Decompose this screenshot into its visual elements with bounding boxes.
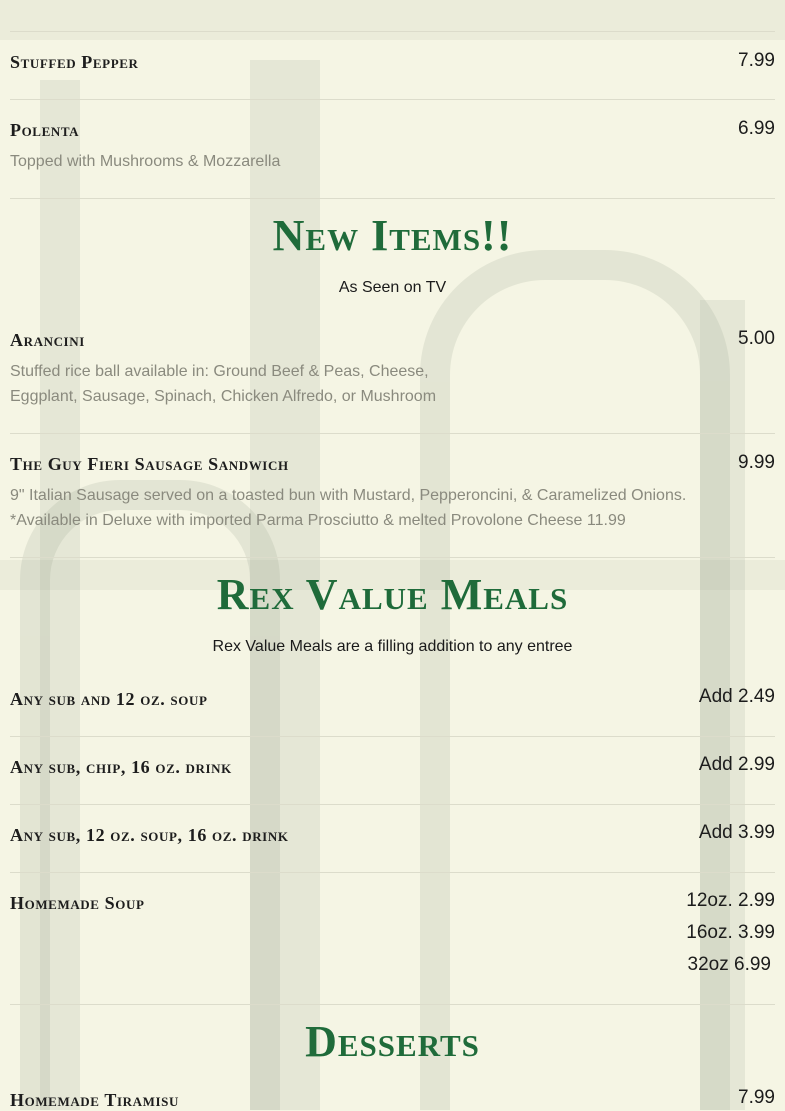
menu-item — [10, 328, 775, 413]
menu-item — [10, 822, 775, 852]
item-name: Homemade Tiramisu — [10, 1090, 179, 1110]
item-description: *Available in Deluxe with imported Parma Prosciutto & melted Provolone Cheese 11.99 — [10, 512, 626, 529]
item-name: Polenta — [10, 120, 80, 140]
menu-item — [10, 452, 775, 537]
menu-item-soup — [10, 890, 775, 985]
menu-item — [10, 50, 775, 80]
item-name: Any sub, chip, 16 oz. drink — [10, 757, 232, 777]
item-price: Add 2.99 — [698, 754, 775, 775]
item-description: Eggplant, Sausage, Spinach, Chicken Alfredo, or Mushroom — [10, 388, 437, 405]
item-name: Any sub, 12 oz. soup, 16 oz. drink — [10, 825, 289, 845]
item-price: 12oz. 2.99 — [686, 890, 775, 911]
section-heading: Desserts — [305, 1017, 480, 1066]
item-name: Arancini — [10, 330, 85, 350]
item-price: 9.99 — [738, 452, 775, 473]
item-description: Stuffed rice ball available in: Ground Beef & Peas, Cheese, — [10, 363, 429, 380]
item-price: 7.99 — [738, 50, 775, 71]
item-price: Add 3.99 — [698, 822, 775, 843]
section-heading: New Items!! — [272, 211, 513, 260]
item-price: 7.99 — [738, 1087, 775, 1108]
item-price: 5.00 — [738, 328, 775, 349]
menu-item — [10, 686, 775, 716]
menu-item — [10, 118, 775, 178]
item-name: The Guy Fieri Sausage Sandwich — [10, 454, 289, 474]
divider — [10, 1004, 775, 1005]
divider — [10, 557, 775, 558]
section-subtitle: Rex Value Meals are a filling addition to any entree — [212, 638, 573, 655]
item-description: 9" Italian Sausage served on a toasted bun with Mustard, Pepperoncini, & Caramelized Onions. — [10, 487, 687, 504]
item-name: Any sub and 12 oz. soup — [10, 689, 208, 709]
item-name: Homemade Soup — [10, 893, 145, 913]
divider — [10, 198, 775, 199]
item-description: Topped with Mushrooms & Mozzarella — [10, 153, 281, 170]
menu-item — [10, 754, 775, 784]
section-subtitle: As Seen on TV — [338, 279, 447, 296]
divider — [10, 31, 775, 32]
divider — [10, 433, 775, 434]
divider — [10, 736, 775, 737]
menu-item — [10, 1087, 775, 1110]
section-heading: Rex Value Meals — [216, 570, 569, 619]
divider — [10, 804, 775, 805]
item-price: Add 2.49 — [698, 686, 775, 707]
item-name: Stuffed Pepper — [10, 52, 139, 72]
divider — [10, 872, 775, 873]
item-price: 6.99 — [738, 118, 775, 139]
item-price: 16oz. 3.99 — [686, 922, 775, 943]
divider — [10, 99, 775, 100]
item-price: 32oz 6.99 — [687, 954, 771, 975]
